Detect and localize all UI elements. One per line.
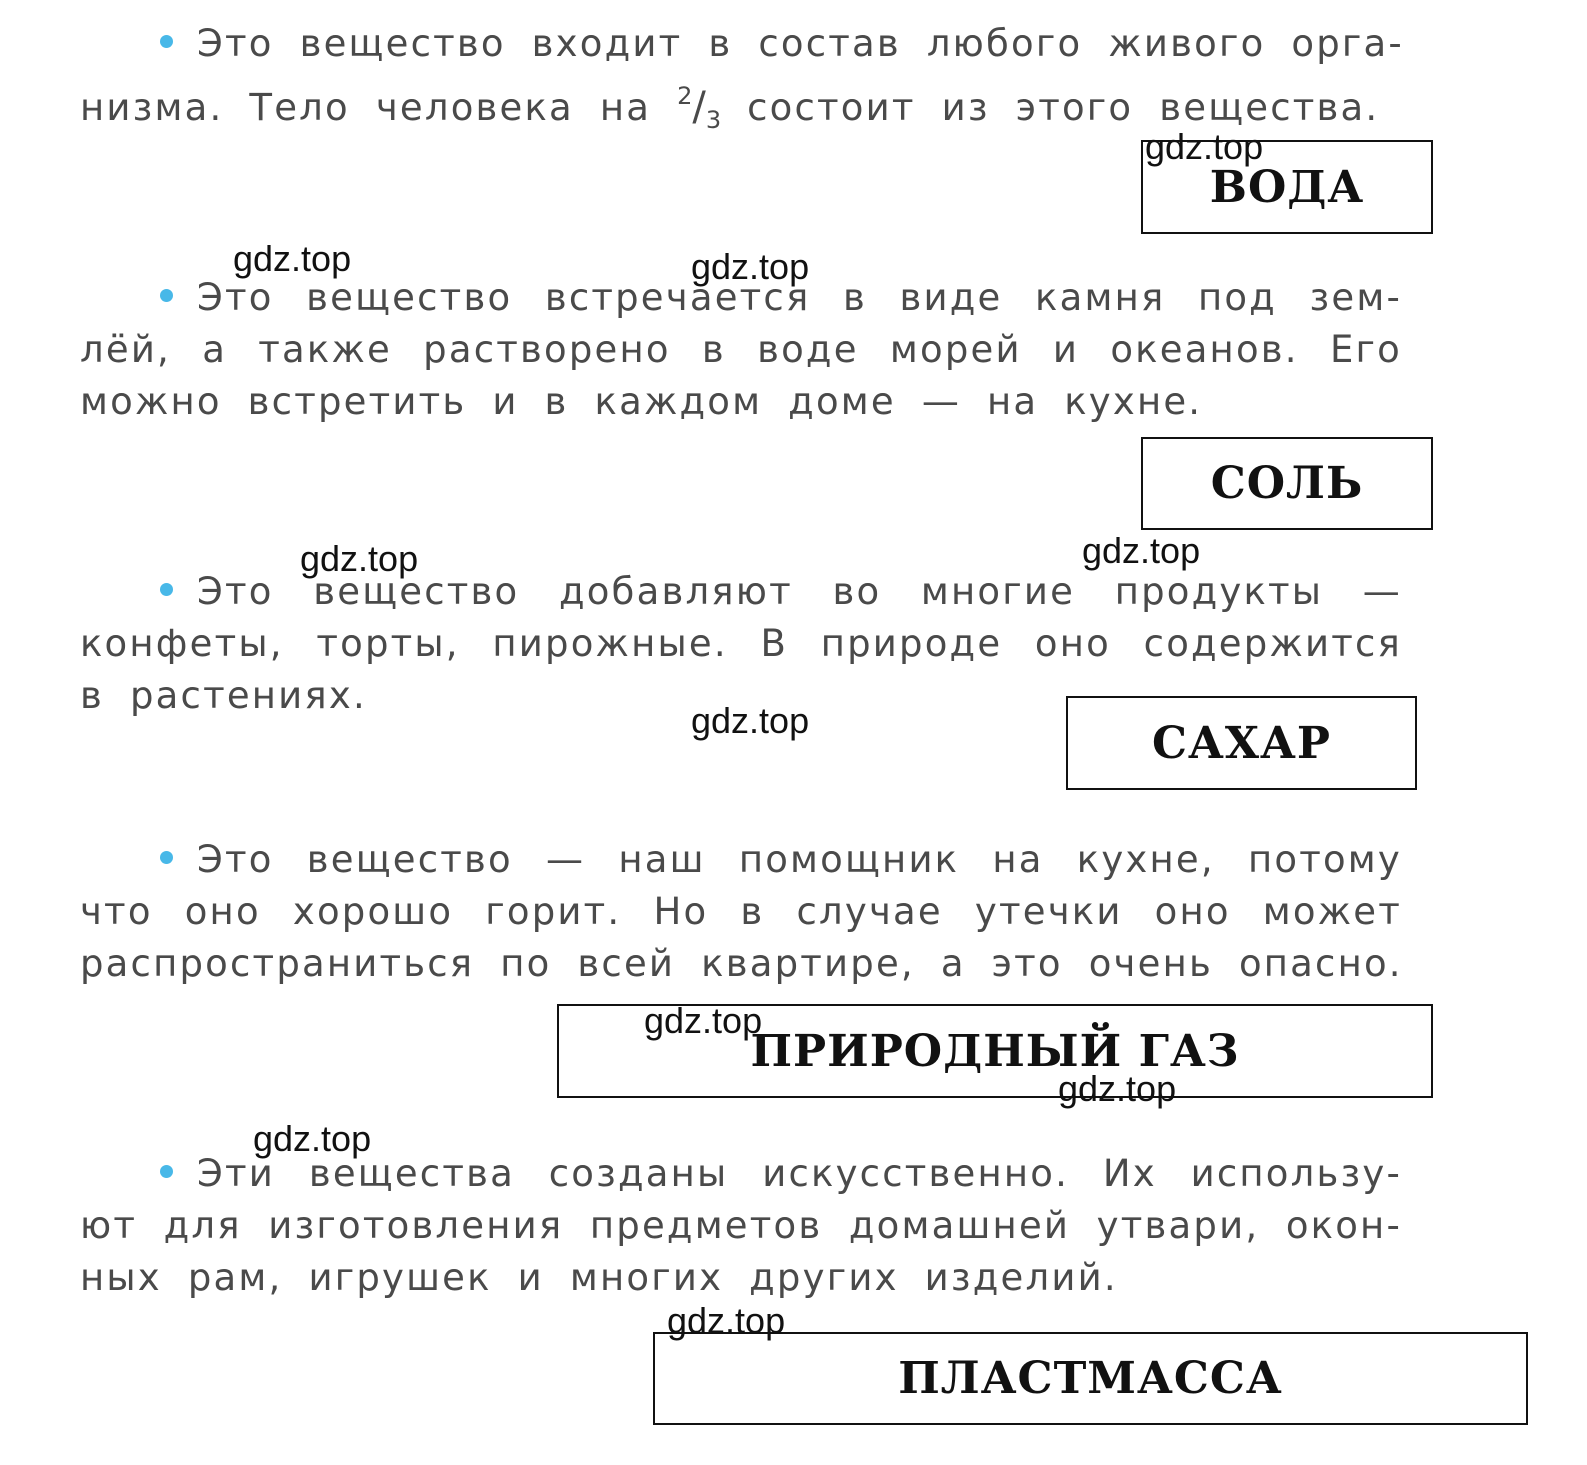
watermark: gdz.top (1145, 126, 1264, 167)
item-4-text (80, 834, 1402, 990)
watermark: gdz.top (644, 1000, 763, 1041)
watermark: gdz.top (1082, 530, 1201, 571)
item-2-line-2: лёй, а также растворено в воде морей и океанов. Его (80, 328, 1402, 371)
item-2-line-1: Это вещество встречается в виде камня под зем- (80, 272, 1402, 324)
item-3-line-3: в растениях. (80, 674, 367, 717)
item-4-line-2: что оно хорошо горит. Но в случае утечки оно может (80, 890, 1402, 933)
item-5-text (80, 1148, 1402, 1304)
answer-box-5: ПЛАСТМАССА (653, 1332, 1528, 1425)
fraction-two-thirds: $^2/_3$ (677, 82, 722, 134)
watermark: gdz.top (233, 238, 352, 279)
watermark: gdz.top (300, 538, 419, 579)
answer-box-3: САХАР (1066, 696, 1417, 790)
watermark: gdz.top (253, 1118, 372, 1159)
answer-box-2: СОЛЬ (1141, 437, 1433, 530)
item-1-line-1: Это вещество входит в состав любого живого орга- (80, 18, 1402, 70)
item-5-line-3: ных рам, игрушек и многих других изделий. (80, 1256, 1118, 1299)
watermark: gdz.top (667, 1300, 786, 1341)
watermark: gdz.top (691, 246, 810, 287)
item-3-line-1: Это вещество добавляют во многие продукты — (80, 566, 1402, 618)
watermark: gdz.top (691, 700, 810, 741)
answer-box-1: ВОДА (1141, 140, 1433, 234)
item-5-line-1: Эти вещества созданы искусственно. Их использу- (80, 1148, 1402, 1200)
bullet-icon (160, 583, 173, 596)
item-2-text (80, 272, 1402, 428)
watermark: gdz.top (1058, 1068, 1177, 1109)
bullet-icon (160, 35, 173, 48)
item-1-line-2: низма. Тело человека на $^2/_3$ состоит из этого вещества. (80, 82, 1380, 134)
item-4-line-3: распространиться по всей квартире, а это очень опасно. (80, 942, 1403, 985)
item-2-line-3: можно встретить и в каждом доме — на кухне. (80, 380, 1203, 423)
bullet-icon (160, 289, 173, 302)
bullet-icon (160, 851, 173, 864)
bullet-icon (160, 1165, 173, 1178)
item-5-line-2: ют для изготовления предметов домашней утвари, окон- (80, 1204, 1402, 1247)
answer-box-4: ПРИРОДНЫЙ ГАЗ (557, 1004, 1433, 1098)
item-4-line-1: Это вещество — наш помощник на кухне, потому (80, 834, 1402, 886)
item-3-line-2: конфеты, торты, пирожные. В природе оно содержится (80, 622, 1402, 665)
